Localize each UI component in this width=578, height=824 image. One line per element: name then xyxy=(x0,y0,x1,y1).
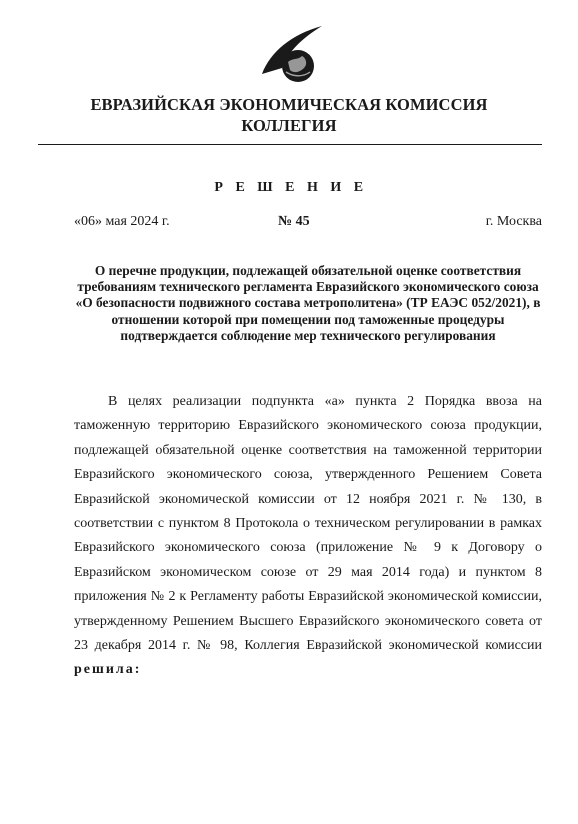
document-type: Р Е Ш Е Н И Е xyxy=(214,180,368,195)
organization-body-name: КОЛЛЕГИЯ xyxy=(241,116,337,135)
decision-word: решила: xyxy=(74,662,142,678)
body-paragraph-text: В целях реализации подпункта «а» пункта 2 Порядка ввоза на таможенную территорию Евразийского экономического союза продукции, подлежащей обязательной оценке соответствия на таможенной территории Евразийского экономического союза, утвержденного Решением Совета Евразийской экономической комиссии от 12 ноября 2021 г. № 130, в соответствии с пунктом 8 Протокола о техническом регулировании в рамках Евразийского экономического союза (приложение № 9 к Договору о Евразийском экономическом союзе от 29 мая 2014 года) и пунктом 8 приложения № 2 к Регламенту работы Евразийской экономической комиссии, утвержденному Решением Высшего Евразийского экономического совета от 23 декабря 2014 г. № 98, Коллегия Евразийской экономической комиссии xyxy=(74,394,542,654)
document-date: «06» мая 2024 г. xyxy=(74,214,170,229)
document-meta-row xyxy=(74,214,542,234)
document-body xyxy=(74,390,542,683)
eec-emblem-icon xyxy=(252,22,328,86)
header-divider xyxy=(38,144,542,145)
organization-name: ЕВРАЗИЙСКАЯ ЭКОНОМИЧЕСКАЯ КОМИССИЯ xyxy=(90,95,488,114)
document-city: г. Москва xyxy=(485,214,542,229)
document-title: О перечне продукции, подлежащей обязательной оценке соответствия требованиям технического регламента Евразийского экономического союза «О безопасности подвижного состава метрополитена» (ТР ЕАЭС 052/2021), в отношении которой при помещении под таможенные процедуры подтверждается соблюдение мер технического регулирования xyxy=(75,263,541,343)
document-number: № 45 xyxy=(278,214,310,229)
